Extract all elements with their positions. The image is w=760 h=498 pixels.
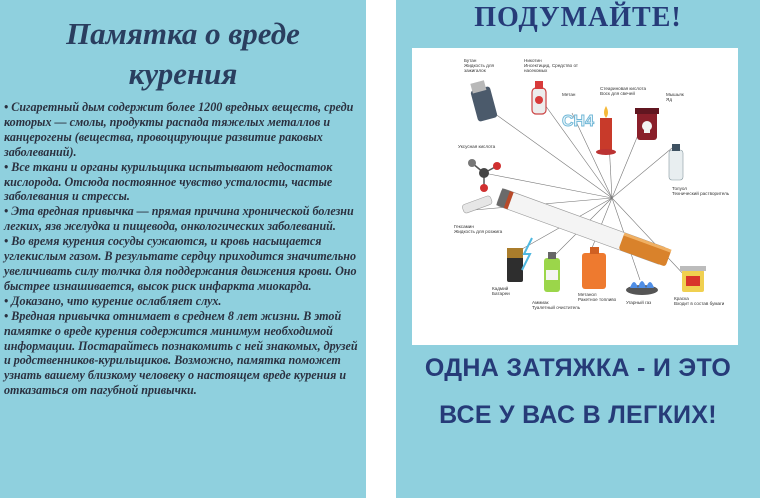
label-stearic-acid: Стеариновая кислота Воск для свечей <box>600 86 647 97</box>
candle-icon <box>596 106 616 155</box>
label-butane: Бутан Жидкость для зажигалок <box>464 58 495 74</box>
memo-title <box>0 14 366 94</box>
solvent-bottle-icon <box>669 144 683 180</box>
label-arsenic: Мышьяк Яд <box>666 92 684 103</box>
memo-body <box>4 100 364 398</box>
paint-jar-icon <box>680 266 706 292</box>
memo-panel <box>0 0 366 498</box>
slogan-line-2: ВСЕ У ВАС В ЛЕГКИХ! <box>439 401 717 429</box>
memo-paragraph-hearing: • Доказано, что курение ослабляет слух. <box>4 293 222 308</box>
label-paint: Краска Входит в состав бумаги <box>674 296 725 307</box>
gas-burner-icon <box>626 281 658 295</box>
methane-formula: CH4 <box>562 113 595 130</box>
memo-paragraph-conclusion: • Вредная привычка отнимает в среднем 8 лет жизни. В этой памятке о вреде курения содержится минимум необходимой информации. Постарайтесь познакомить с ней знакомых, друзей и родственников-курильщиков. Возможно, памятка поможет узнать вашему близкому человеку о настоящем вреде курения и отказаться от пагубной привычки. <box>4 308 358 398</box>
label-hexamine: Гексамин Жидкость для розжига <box>454 224 503 235</box>
lighter-icon <box>470 80 498 122</box>
spray-bottle-icon <box>532 81 546 114</box>
methane-icon <box>562 113 594 130</box>
label-nicotine: Никотин Инсектицид. Средство от насекомых <box>524 58 579 74</box>
memo-title-line1: Памятка о вреде <box>66 16 300 51</box>
label-toluene: Толуол Технический растворитель <box>672 186 730 197</box>
label-cadmium: Кадмий Батареи <box>492 286 510 297</box>
label-acetic-acid: Уксусная кислота <box>458 144 496 149</box>
memo-paragraph-diseases: • Эта вредная привычка — прямая причина хронической болезни легких, язв желудка и пищевода, онкологических заболеваний. <box>4 204 354 234</box>
poison-jar-icon <box>635 108 659 140</box>
cigarette-chemicals-diagram <box>412 48 738 345</box>
slogan-line-1: ОДНА ЗАТЯЖКА - И ЭТО <box>424 354 732 382</box>
fuel-can-icon <box>582 247 606 289</box>
label-methanol: Метанол Ракетное топливо <box>578 292 617 303</box>
label-methane: Метан <box>562 92 576 97</box>
poster-panel <box>396 0 760 498</box>
battery-icon <box>507 238 532 282</box>
memo-paragraph-oxygen: • Все ткани и органы курильщика испытывают недостаток кислорода. Отсюда постоянное чувство усталости, частые заболевания и стрессы. <box>4 159 333 204</box>
poster-title: ПОДУМАЙТЕ! <box>474 2 682 33</box>
cleaner-bottle-icon <box>544 252 560 292</box>
memo-title-line2: курения <box>128 56 238 91</box>
label-carbon-monoxide: Угарный газ <box>626 300 652 305</box>
memo-paragraph-smoke: • Сигаретный дым содержит более 1200 вредных веществ, среди которых — смолы, продукты распада тяжелых металлов и канцерогены (вещества, провоцирующие развитие раковых заболеваний). <box>4 100 354 159</box>
memo-paragraph-heart: • Во время курения сосуды сужаются, и кровь насыщается углекислым газом. В результате сердцу приходится значительно увеличивать силу толчка для поддержания движения крови. Оно быстрее изнашивается, высок риск инфаркта миокарда. <box>4 234 357 293</box>
label-ammonia: Аммиак Туалетный очиститель <box>532 300 581 311</box>
lighter-fluid-icon <box>462 195 493 214</box>
